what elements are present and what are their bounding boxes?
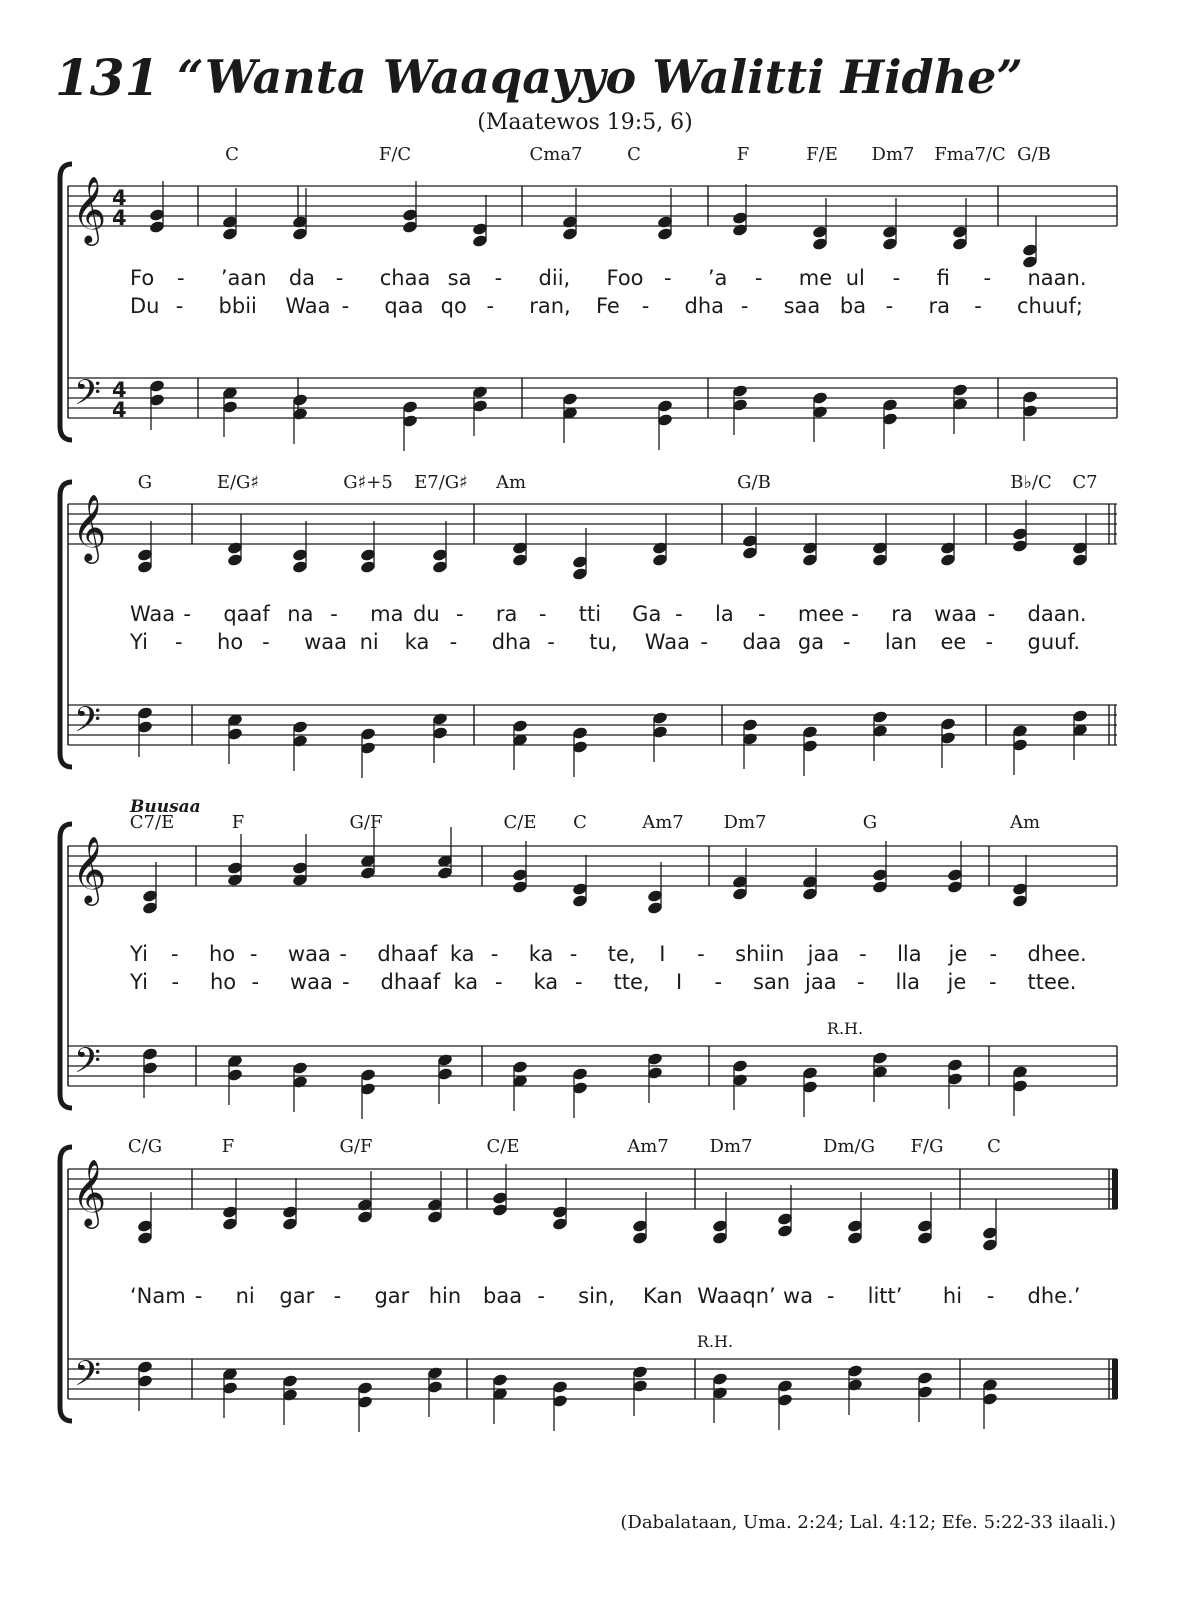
lyric-syllable: wa: [783, 1284, 814, 1308]
lyric-syllable: ‘Nam: [130, 1284, 186, 1308]
note-4-2: [222, 1178, 239, 1231]
lyric-syllable: Waa: [285, 294, 331, 318]
treble-clef-2: 𝄞: [72, 493, 107, 561]
lyric-syllable: waa: [290, 970, 333, 994]
note-3-5: [437, 827, 454, 880]
lyric-hyphen: -: [183, 602, 191, 626]
lyric-hyphen: -: [494, 266, 503, 290]
chord-symbol-1-9: G/B: [1017, 144, 1051, 165]
lyric-hyphen: -: [985, 630, 994, 654]
system-bracket-2: [60, 482, 72, 767]
lyric-syllable: ho: [217, 630, 244, 654]
tempo-marking: Buusaa: [130, 797, 201, 817]
lyric-syllable: waa: [304, 630, 348, 654]
lyric-hyphen: -: [495, 970, 503, 994]
lyric-syllable: Foo: [606, 266, 644, 290]
chord-symbol-3-9: Am: [1009, 812, 1041, 833]
bass-note-1-7: [657, 399, 674, 450]
lyric-syllable: ka: [449, 942, 475, 966]
note-3-6: [512, 841, 529, 894]
treble-clef-3: 𝄞: [72, 835, 107, 903]
lyric-syllable: waa: [287, 942, 331, 966]
note-2-11: [872, 514, 889, 567]
chord-symbol-3-3: G/F: [349, 812, 383, 833]
treble-clef-1: 𝄞: [72, 175, 107, 243]
bass-note-1-1: [149, 379, 166, 430]
note-4-3: [282, 1178, 299, 1231]
lyric-hyphen: -: [700, 630, 708, 654]
lyric-syllable: dhaaf: [380, 970, 441, 994]
bass-staff-1: [68, 378, 1117, 418]
lyric-syllable: je: [947, 970, 967, 994]
note-4-6: [492, 1164, 509, 1217]
lyric-syllable: ho: [210, 970, 237, 994]
lyric-syllable: du: [413, 602, 440, 626]
chord-symbol-3-5: C: [573, 812, 587, 833]
system-bracket-4: [60, 1147, 72, 1421]
lyric-syllable: baa: [483, 1284, 523, 1308]
bass-note-1-4: [402, 400, 419, 451]
lyric-syllable: ee: [940, 630, 967, 654]
chord-symbol-1-5: F: [736, 144, 750, 165]
bass-clef-1: 𝄢: [74, 372, 102, 421]
lyric-syllable: tu,: [589, 630, 618, 654]
note-2-7: [572, 528, 589, 581]
lyric-hyphen: -: [341, 294, 350, 318]
bass-note-2-4: [360, 727, 377, 778]
note-3-1: [142, 862, 159, 915]
lyric-hyphen: -: [449, 630, 458, 654]
bass-note-3-13: [1012, 1065, 1029, 1116]
note-3-8: [647, 862, 664, 915]
note-3-4: [360, 827, 377, 880]
chord-symbol-1-7: Dm7: [871, 144, 915, 165]
bass-note-3-2: [227, 1054, 244, 1105]
lyric-syllable: tte,: [613, 970, 650, 994]
lyric-hyphen: -: [663, 266, 672, 290]
lyric-hyphen: -: [826, 1284, 835, 1308]
lyric-syllable: dhaaf: [377, 942, 438, 966]
lyric-syllable: guuf.: [1027, 630, 1080, 654]
bass-note-1-10: [882, 398, 899, 449]
lyric-hyphen: -: [339, 942, 347, 966]
lyric-syllable: dii,: [538, 266, 571, 290]
note-4-11: [847, 1192, 864, 1245]
note-1-8: [732, 184, 749, 237]
bass-note-1-12: [1022, 390, 1039, 441]
chord-symbol-4-1: C/G: [127, 1136, 163, 1157]
lyric-syllable: Du: [130, 294, 160, 318]
lyric-syllable: Fo: [130, 266, 155, 290]
bass-note-4-9: [712, 1372, 729, 1423]
lyric-syllable: dhee.: [1027, 942, 1087, 966]
note-4-8: [632, 1192, 649, 1245]
chord-symbol-4-5: Am7: [627, 1136, 669, 1157]
bass-note-3-5: [437, 1053, 454, 1104]
chord-symbol-3-1: C7/E: [129, 812, 175, 833]
hymn-number: 131: [55, 48, 160, 107]
chord-symbol-2-2: E/G♯: [216, 472, 260, 493]
chord-symbol-1-1: C: [225, 144, 239, 165]
lyric-hyphen: -: [175, 294, 184, 318]
chord-symbol-1-3: Cma7: [529, 144, 583, 165]
chord-symbol-4-3: G/F: [339, 1136, 373, 1157]
bass-note-1-8: [732, 384, 749, 435]
note-2-5: [432, 521, 449, 574]
note-4-10: [777, 1185, 794, 1238]
chord-symbol-2-8: C7: [1072, 472, 1098, 493]
treble-clef-4: 𝄞: [72, 1158, 107, 1226]
lyric-hyphen: -: [176, 266, 185, 290]
lyric-syllable: I: [659, 942, 666, 966]
lyric-syllable: la: [715, 602, 734, 626]
bass-note-4-1: [137, 1360, 154, 1411]
lyric-hyphen: -: [641, 294, 650, 318]
footnote: (Dabalataan, Uma. 2:24; Lal. 4:12; Efe. 5:22-33 ilaali.): [620, 1512, 1116, 1533]
bass-staff-2: [68, 705, 1117, 745]
lyric-syllable: Fe: [596, 294, 620, 318]
note-2-13: [1012, 500, 1029, 553]
lyric-hyphen: -: [547, 630, 555, 654]
bass-note-3-10: [802, 1066, 819, 1117]
note-3-3: [292, 834, 309, 887]
bass-note-2-9: [742, 718, 759, 769]
lyric-syllable: saa: [783, 294, 821, 318]
note-4-9: [712, 1192, 729, 1245]
lyric-syllable: ka: [528, 942, 554, 966]
hymn-reference: (Maatewos 19:5, 6): [477, 110, 693, 135]
lyric-syllable: sin,: [578, 1284, 615, 1308]
lyric-hyphen: -: [330, 602, 338, 626]
note-2-4: [360, 521, 377, 574]
chord-symbol-4-4: C/E: [486, 1136, 520, 1157]
lyric-hyphen: -: [986, 1284, 995, 1308]
bass-note-1-9: [812, 391, 829, 442]
chord-symbol-1-4: C: [627, 144, 641, 165]
bass-note-4-4: [357, 1381, 374, 1432]
lyric-hyphen: -: [194, 1284, 203, 1308]
note-1-1: [149, 181, 166, 234]
lyric-syllable: ttee.: [1027, 970, 1077, 994]
lyric-syllable: ra: [495, 602, 518, 626]
lyric-syllable: fi: [936, 266, 950, 290]
lyric-syllable: daan.: [1027, 602, 1087, 626]
note-4-13: [982, 1199, 999, 1252]
bass-note-2-1: [137, 706, 154, 757]
hymn-title: “Wanta Waaqayyo Walitti Hidhe”: [177, 50, 1023, 104]
lyric-hyphen: -: [335, 266, 344, 290]
lyric-syllable: da: [288, 266, 316, 290]
bass-note-4-13: [982, 1378, 999, 1429]
note-3-11: [872, 841, 889, 894]
bass-note-2-8: [652, 711, 669, 762]
treble-time-sig-top: 4: [112, 186, 127, 210]
lyric-syllable: ’a: [707, 266, 728, 290]
lyric-hyphen: -: [575, 970, 583, 994]
lyric-hyphen: -: [885, 294, 894, 318]
lyric-syllable: ul: [845, 266, 865, 290]
lyric-syllable: dha: [684, 294, 725, 318]
lyric-syllable: ka: [453, 970, 479, 994]
bass-note-3-9: [732, 1059, 749, 1110]
bass-note-4-7: [552, 1380, 569, 1431]
lyric-syllable: waa: [934, 602, 978, 626]
lyric-syllable: hi: [942, 1284, 963, 1308]
lyric-syllable: ka: [533, 970, 559, 994]
lyric-syllable: mee: [797, 602, 845, 626]
lyric-syllable: ni: [359, 630, 379, 654]
note-2-3: [292, 521, 309, 574]
lyric-syllable: qaa: [384, 294, 424, 318]
note-3-13: [1012, 855, 1029, 908]
lyric-hyphen: -: [175, 630, 183, 654]
lyric-syllable: dhe.’: [1027, 1284, 1081, 1308]
lyric-hyphen: -: [249, 942, 258, 966]
lyric-hyphen: -: [757, 602, 766, 626]
lyric-hyphen: -: [857, 970, 865, 994]
chord-symbol-4-6: Dm7: [709, 1136, 753, 1157]
bass-note-1-5: [472, 385, 489, 436]
chord-symbol-2-5: Am: [495, 472, 527, 493]
lyric-hyphen: -: [537, 1284, 545, 1308]
lyric-hyphen: -: [842, 630, 851, 654]
bass-clef-3: 𝄢: [74, 1040, 102, 1089]
lyric-syllable: ni: [235, 1284, 255, 1308]
chord-symbol-3-7: Dm7: [723, 812, 767, 833]
lyric-syllable: naan.: [1027, 266, 1087, 290]
note-2-2: [227, 514, 244, 567]
lyric-hyphen: -: [989, 942, 998, 966]
treble-time-sig-bottom: 4: [112, 206, 127, 230]
bass-note-2-7: [572, 726, 589, 777]
lyric-syllable: ga: [797, 630, 825, 654]
lyric-hyphen: -: [675, 602, 683, 626]
bass-note-3-8: [647, 1052, 664, 1103]
note-1-5: [472, 195, 489, 248]
lyric-hyphen: -: [974, 294, 982, 318]
chord-symbol-1-6: F/E: [806, 144, 838, 165]
lyric-syllable: chuuf;: [1017, 294, 1083, 318]
lyric-syllable: ba: [839, 294, 867, 318]
note-2-1: [137, 521, 154, 574]
lyric-syllable: Waa: [130, 602, 176, 626]
lyric-syllable: ran,: [529, 294, 571, 318]
chord-symbol-4-9: C: [987, 1136, 1001, 1157]
note-1-4: [402, 181, 419, 234]
lyric-hyphen: -: [989, 970, 997, 994]
chord-symbol-2-6: G/B: [737, 472, 771, 493]
bass-note-2-5: [432, 712, 449, 763]
bass-note-3-1: [142, 1047, 159, 1098]
lyric-syllable: jaa: [807, 942, 840, 966]
note-2-10: [802, 514, 819, 567]
lyric-syllable: ra: [928, 294, 950, 318]
lyric-hyphen: -: [251, 970, 260, 994]
lyric-syllable: litt’: [867, 1284, 903, 1308]
lyric-syllable: me: [798, 266, 833, 290]
bass-note-3-7: [572, 1067, 589, 1118]
lyric-hyphen: -: [538, 602, 547, 626]
lyric-syllable: chaa: [379, 266, 431, 290]
note-3-12: [947, 841, 964, 894]
lyric-syllable: Kan: [642, 1284, 683, 1308]
lyric-syllable: je: [948, 942, 968, 966]
lyric-syllable: Ga: [632, 602, 662, 626]
lyric-hyphen: -: [333, 1284, 342, 1308]
chord-symbol-4-8: F/G: [910, 1136, 944, 1157]
lyric-hyphen: -: [490, 942, 499, 966]
chord-symbol-3-6: Am7: [642, 812, 684, 833]
note-3-7: [572, 855, 589, 908]
chord-symbol-4-7: Dm/G: [823, 1136, 875, 1157]
note-2-6: [512, 514, 529, 567]
lyric-syllable: ma: [370, 602, 404, 626]
lyric-hyphen: -: [569, 942, 578, 966]
chord-symbol-2-4: E7/G♯: [414, 472, 468, 493]
note-4-7: [552, 1178, 569, 1231]
direction-right-hand: R.H.: [696, 1332, 734, 1351]
chord-symbol-3-2: F: [231, 812, 245, 833]
bass-note-4-2: [222, 1367, 239, 1418]
lyric-syllable: te,: [607, 942, 636, 966]
lyric-hyphen: -: [486, 294, 495, 318]
lyric-syllable: Yi: [130, 970, 148, 994]
bass-note-2-12: [940, 717, 957, 768]
lyric-syllable: lan: [884, 630, 917, 654]
lyric-syllable: ’aan: [220, 266, 267, 290]
lyric-syllable: ka: [404, 630, 430, 654]
chord-symbol-2-7: B♭/C: [1010, 472, 1052, 493]
lyric-hyphen: -: [697, 942, 705, 966]
treble-staff-3: [68, 846, 1117, 886]
lyric-syllable: I: [676, 970, 683, 994]
lyric-syllable: lla: [895, 970, 921, 994]
lyric-syllable: tti: [578, 602, 602, 626]
lyric-syllable: ho: [208, 942, 236, 966]
note-2-8: [652, 514, 669, 567]
bass-note-4-12: [917, 1371, 934, 1422]
chord-symbol-4-2: F: [221, 1136, 235, 1157]
lyric-hyphen: -: [892, 266, 901, 290]
lyric-syllable: qaaf: [223, 602, 270, 626]
chord-symbol-3-4: C/E: [503, 812, 537, 833]
lyric-hyphen: -: [342, 970, 350, 994]
lyric-hyphen: -: [740, 294, 749, 318]
lyric-syllable: Waa: [644, 630, 690, 654]
bass-note-4-8: [632, 1365, 649, 1416]
lyric-syllable: na: [287, 602, 314, 626]
bass-note-3-12: [947, 1058, 964, 1109]
lyric-hyphen: -: [851, 602, 859, 626]
lyric-syllable: bbii: [218, 294, 257, 318]
bass-note-1-2: [222, 386, 239, 437]
lyric-hyphen: -: [754, 266, 763, 290]
bass-note-2-13: [1012, 724, 1029, 775]
note-1-12: [1022, 216, 1039, 269]
bass-note-3-4: [360, 1068, 377, 1119]
lyric-syllable: san: [753, 970, 791, 994]
note-4-1: [137, 1192, 154, 1245]
lyric-syllable: gar: [279, 1284, 315, 1308]
lyric-syllable: qo: [440, 294, 467, 318]
lyric-syllable: daa: [742, 630, 782, 654]
lyric-hyphen: -: [171, 970, 180, 994]
chord-symbol-2-3: G♯+5: [343, 472, 393, 493]
chord-symbol-1-8: Fma7/C: [934, 144, 1006, 165]
lyric-syllable: shiin: [735, 942, 785, 966]
note-4-12: [917, 1192, 934, 1245]
lyric-syllable: jaa: [805, 970, 837, 994]
bass-note-2-10: [802, 725, 819, 776]
lyric-syllable: dha: [491, 630, 532, 654]
note-2-12: [940, 514, 957, 567]
lyric-syllable: hin: [428, 1284, 462, 1308]
chord-symbol-3-8: G: [862, 812, 878, 833]
lyric-hyphen: -: [859, 942, 867, 966]
lyric-syllable: sa: [447, 266, 472, 290]
lyric-syllable: Waaqn’: [697, 1284, 776, 1308]
note-2-14: [1072, 514, 1089, 567]
chord-symbol-2-1: G: [137, 472, 153, 493]
bass-time-sig-top: 4: [112, 378, 127, 402]
note-3-2: [227, 834, 244, 887]
bass-note-2-2: [227, 713, 244, 764]
lyric-syllable: Yi: [130, 630, 148, 654]
bass-clef-2: 𝄢: [74, 699, 102, 748]
bass-clef-4: 𝄢: [74, 1353, 102, 1402]
treble-staff-2: [68, 504, 1117, 544]
lyric-hyphen: -: [714, 970, 723, 994]
bass-time-sig-bottom: 4: [112, 398, 127, 422]
direction-right-hand: R.H.: [826, 1019, 864, 1038]
lyric-syllable: gar: [374, 1284, 410, 1308]
lyric-hyphen: -: [983, 266, 992, 290]
lyric-syllable: lla: [897, 942, 922, 966]
lyric-syllable: ra: [891, 602, 913, 626]
lyric-hyphen: -: [262, 630, 270, 654]
bass-note-4-5: [427, 1366, 444, 1417]
bass-note-4-10: [777, 1379, 794, 1430]
lyric-hyphen: -: [987, 602, 996, 626]
chord-symbol-1-2: F/C: [378, 144, 412, 165]
lyric-hyphen: -: [455, 602, 464, 626]
lyric-syllable: Yi: [130, 942, 148, 966]
lyric-hyphen: -: [170, 942, 179, 966]
